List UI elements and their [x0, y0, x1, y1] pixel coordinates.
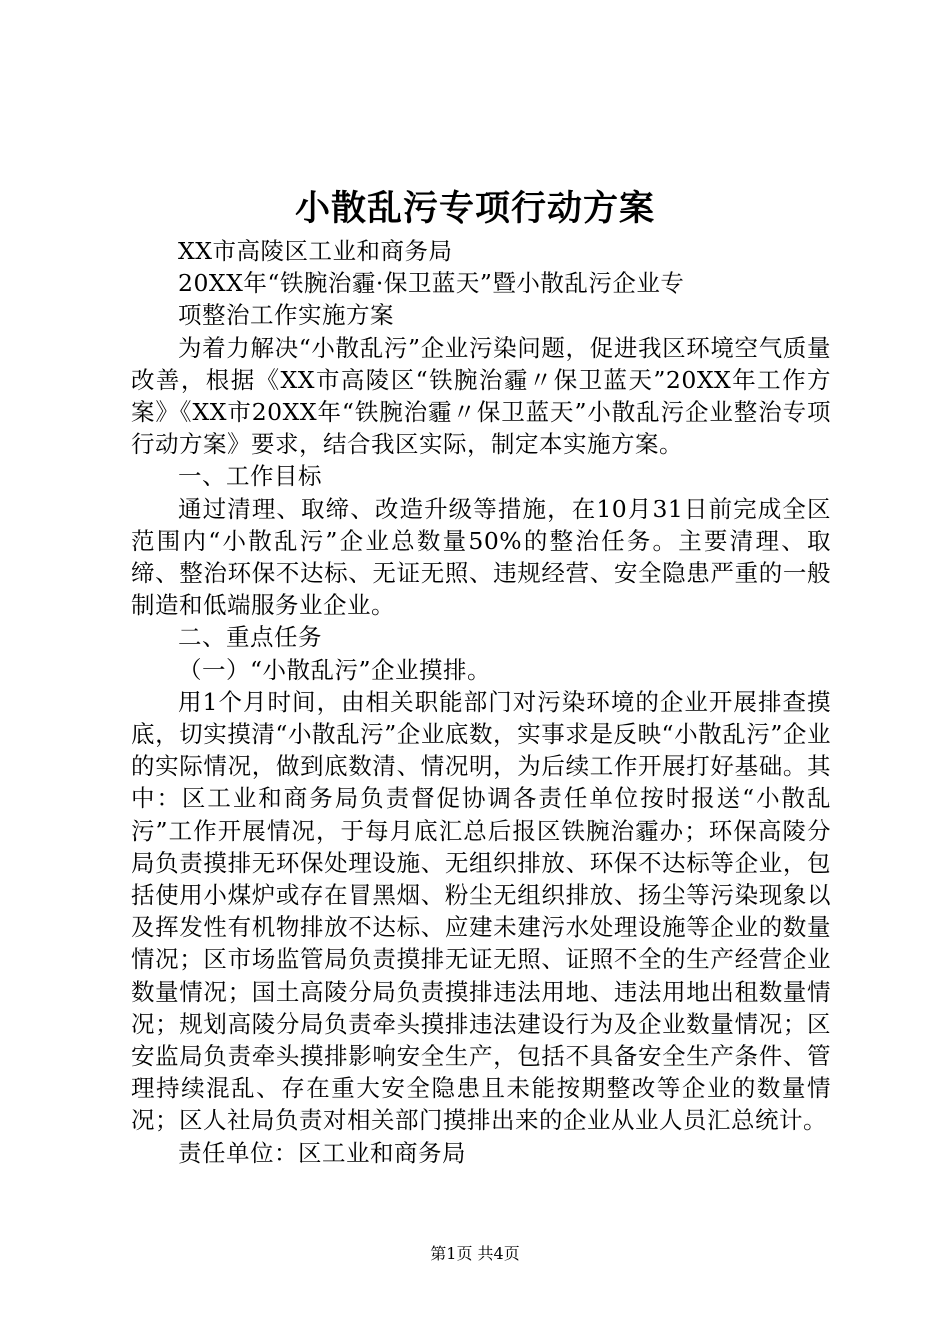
subsection-heading-survey: （一）“小散乱污”企业摸排。	[178, 655, 492, 684]
section-heading-tasks: 二、重点任务	[178, 623, 322, 652]
document-body	[131, 235, 831, 1169]
section-heading-goals: 一、工作目标	[178, 462, 322, 491]
paragraph-survey: 用1个月时间，由相关职能部门对污染环境的企业开展排查摸底，切实摸清“小散乱污”企业底数，实事求是反映“小散乱污”企业的实际情况，做到底数清、情况明，为后续工作开展打好基础。其中：区工业和商务局负责督促协调各责任单位按时报送“小散乱污”工作开展情况，于每月底汇总后报区铁腕治霾办；环保高陵分局负责摸排无环保处理设施、无组织排放、环保不达标等企业，包括使用小煤炉或存在冒黑烟、粉尘无组织排放、扬尘等污染现象以及挥发性有机物排放不达标、应建未建污水处理设施等企业的数量情况；区市场监管局负责摸排无证无照、证照不全的生产经营企业数量情况；国土高陵分局负责摸排违法用地、违法用地出租数量情况；规划高陵分局负责牵头摸排违法建设行为及企业数量情况；区安监局负责牵头摸排影响安全生产，包括不具备安全生产条件、管理持续混乱、存在重大安全隐患且未能按期整改等企业的数量情况；区人社局负责对相关部门摸排出来的企业从业人员汇总统计。	[131, 687, 831, 1135]
page-footer: 第1页 共4页	[430, 1244, 520, 1263]
paragraph-intro: 为着力解决“小散乱污”企业污染问题，促进我区环境空气质量改善，根据《XX市高陵区“铁腕治霾〃保卫蓝天”20XX年工作方案》《XX市20XX年“铁腕治霾〃保卫蓝天”小散乱污企业整治专项行动方案》要求，结合我区实际，制定本实施方案。	[131, 333, 831, 459]
paragraph-subtitle-line-1: 20XX年“铁腕治霾·保卫蓝天”暨小散乱污企业专	[178, 269, 685, 298]
document-title: 小散乱污专项行动方案	[294, 188, 655, 229]
paragraph-subtitle-line-2: 项整治工作实施方案	[178, 301, 394, 330]
paragraph-responsible-unit: 责任单位：区工业和商务局	[178, 1138, 466, 1167]
paragraph-issuer: XX市高陵区工业和商务局	[178, 237, 453, 265]
paragraph-goals: 通过清理、取缔、改造升级等措施，在10月31日前完成全区范围内“小散乱污”企业总数量50%的整治任务。主要清理、取缔、整治环保不达标、无证无照、违规经营、安全隐患严重的一般制造和低端服务业企业。	[131, 494, 831, 620]
